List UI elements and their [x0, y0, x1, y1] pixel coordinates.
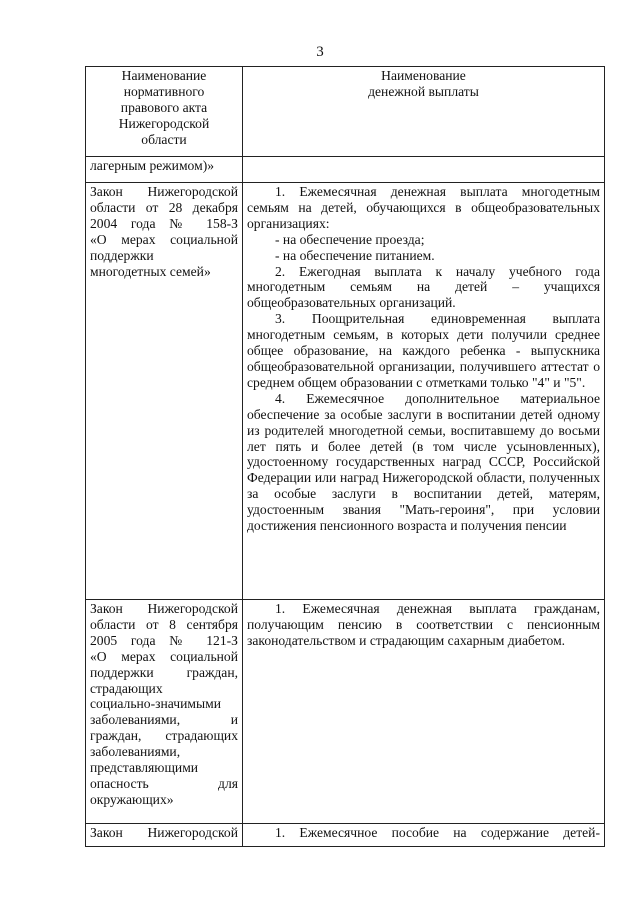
header-line: правового акта	[120, 99, 208, 115]
header-line: Наименование	[121, 68, 207, 83]
table-row	[86, 183, 605, 600]
table-row	[86, 157, 605, 183]
act-line: окружающих»	[90, 791, 174, 807]
act-line: Закон Нижегородской	[90, 601, 238, 616]
act-line: «О мерах социальной	[90, 231, 238, 247]
table-header-row	[86, 67, 605, 157]
payments-table	[85, 66, 605, 847]
payments-cell	[243, 600, 605, 824]
payment-item: 2. Ежегодная выплата к началу учебного года многодетным семьям на детей – учащихся общеобразовательных организаций.	[247, 263, 600, 311]
act-line: опасность для	[90, 775, 238, 791]
header-line: Нижегородской	[118, 115, 210, 131]
payments-cell	[243, 183, 605, 600]
header-line: нормативного	[123, 83, 205, 99]
act-line: заболеваниями, и	[90, 712, 238, 728]
act-line: представляющими	[90, 760, 199, 776]
act-line: 2004 года № 158-З	[90, 215, 238, 231]
act-line: граждан, страдающих	[90, 728, 238, 744]
table-row	[86, 600, 605, 824]
payments-cell	[243, 157, 605, 183]
header-line: Наименование	[381, 68, 466, 83]
act-line: страдающих	[90, 680, 163, 696]
act-line: социально-значимыми	[90, 696, 221, 712]
header-payment-name	[243, 67, 605, 157]
act-cell	[86, 824, 243, 847]
page-number: 3	[316, 44, 324, 60]
act-cell: лагерным режимом)»	[86, 157, 243, 183]
payment-item: 3. Поощрительная единовременная выплата многодетным семьям, в которых дети получили среднее общее образование, на каждого ребенка - выпускника общеобразовательной организации, получившего аттестат о среднем общем образовании с отметками только "4" и "5".	[247, 311, 600, 390]
payment-item: 1. Ежемесячная денежная выплата многодетным семьям на детей, обучающихся в общеобразовательных организациях:	[247, 184, 600, 231]
act-line: поддержки	[90, 247, 154, 263]
payment-subitem: - на обеспечение проезда;	[275, 231, 425, 247]
payment-item: 1. Ежемесячное пособие на содержание детей-	[275, 825, 600, 840]
act-line: Закон Нижегородской	[90, 825, 238, 840]
act-line: «О мерах социальной	[90, 648, 238, 664]
act-line: поддержки граждан,	[90, 664, 238, 680]
act-line: 2005 года № 121-З	[90, 632, 238, 648]
act-cell	[86, 183, 243, 600]
act-line: многодетных семей»	[90, 263, 211, 279]
act-line: области от 8 сентября	[90, 616, 238, 632]
payment-subitem: - на обеспечение питанием.	[275, 247, 435, 263]
act-line: заболеваниями,	[90, 744, 181, 760]
payments-cell	[243, 824, 605, 847]
payment-item: 4. Ежемесячное дополнительное материальное обеспечение за особые заслуги в воспитании детей одному из родителей многодетной семьи, воспитавшему до восьми лет пять и более детей (в том числе усыновленных), удостоенному государственных наград СССР, Российской Федерации или наград Нижегородской области, полученных за особые заслуги в воспитании детей, матерям, удостоенным звания "Мать-героиня", при условии достижения пенсионного возраста и получения пенсии	[247, 390, 600, 534]
act-line: области от 28 декабря	[90, 199, 238, 215]
table-row	[86, 824, 605, 847]
header-act-name	[86, 67, 243, 157]
header-line: денежной выплаты	[368, 83, 479, 99]
payment-item: 1. Ежемесячная денежная выплата гражданам, получающим пенсию в соответствии с пенсионным законодательством и страдающим сахарным диабетом.	[247, 601, 600, 648]
header-line: области	[141, 131, 187, 147]
act-line: Закон Нижегородской	[90, 184, 238, 199]
act-cell	[86, 600, 243, 824]
